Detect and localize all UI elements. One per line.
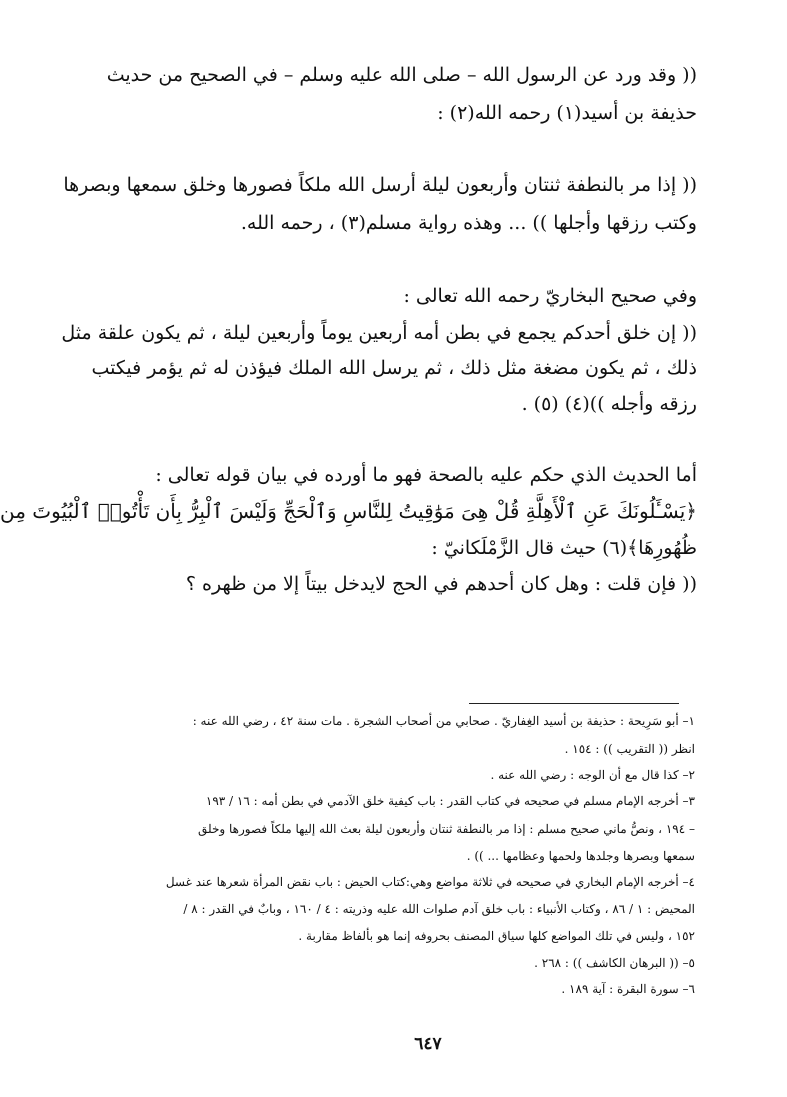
body-line: ذلك ، ثم يكون مضغة مثل ذلك ، ثم يرسل الله الملك فيؤذن له ثم يؤمر فيكتب (91, 357, 697, 379)
footnote-line: ٢– كذا قال مع أن الوجه : رضي الله عنه . (490, 768, 695, 782)
body-line: رزقه وأجله ))(٤) (٥) . (521, 393, 697, 415)
footnote-line: ١٥٢ ، وليس في تلك المواضع كلها سياق المصنف بحروفه إنما هو بألفاظ مقاربة . (298, 929, 695, 943)
footnote-line: سمعها وبصرها وجلدها ولحمها وعظامها ... )) . (466, 849, 695, 863)
body-line: حذيفة بن أسيد(١) رحمه الله(٢) : (437, 102, 697, 124)
body-line: (( فإن قلت : وهل كان أحدهم في الحج لايدخل بيتاً إلا من ظهره ؟ (185, 573, 697, 595)
page-number: ٦٤٧ (414, 1034, 442, 1054)
quran-verse-line: ظُهُورِهَا﴾(٦) حيث قال الزَّمْلَكانيّ : (431, 537, 697, 559)
body-line: وكتب رزقها وأجلها )) ... وهذه رواية مسلم(٣) ، رحمه الله. (240, 212, 697, 234)
footnote-line: ٥– (( البرهان الكاشف )) : ٢٦٨ . (534, 956, 695, 970)
footnote-line: ٤– أخرجه الإمام البخاري في صحيحه في ثلاثة مواضع وهي:كتاب الحيض : باب نقض المرأة شعرها عند غسل (165, 875, 695, 889)
body-line: أما الحديث الذي حكم عليه بالصحة فهو ما أورده في بيان قوله تعالى : (155, 464, 697, 486)
footnote-line: المحيض : ١ / ٨٦ ، وكتاب الأنبياء : باب خلق آدم صلوات الله عليه وذريته : ٤ / ١٦٠ ، وبابٌ في القدر : ٨ / (183, 902, 695, 916)
footnote-line: انظر (( التقريب )) : ١٥٤ . (564, 742, 695, 756)
body-line: وفي صحيح البخاريّ رحمه الله تعالى : (403, 285, 697, 307)
body-line: (( إن خلق أحدكم يجمع في بطن أمه أربعين يوماً وأربعين ليلة ، ثم يكون علقة مثل (61, 322, 697, 344)
footnote-line: – ١٩٤ ، ونصُّ ماني صحيح مسلم : إذا مر بالنطفة ثنتان وأربعون ليلة بعث الله إليها ملكاً فصورها وخلق (198, 822, 695, 836)
footnote-line: ٦– سورة البقرة : آية ١٨٩ . (561, 982, 695, 996)
quran-verse-line: ﴿يَسْـَٔلُونَكَ عَنِ ٱلْأَهِلَّةِ قُلْ هِىَ مَوَٰقِيتُ لِلنَّاسِ وَٱلْحَجِّ وَلَيْسَ ٱلْبِرُّ بِأَن تَأْتُوا۟ ٱلْبُيُوتَ مِن (0, 499, 697, 523)
body-line: (( وقد ورد عن الرسول الله – صلى الله عليه وسلم – في الصحيح من حديث (106, 64, 697, 86)
footnote-line: ١– أبو سَرِيحة : حذيفة بن أسيد الغِفاريّ . صحابي من أصحاب الشجرة . مات سنة ٤٢ ، رضي الله عنه : (192, 714, 695, 728)
footnote-line: ٣– أخرجه الإمام مسلم في صحيحه في كتاب القدر : باب كيفية خلق الآدمي في بطن أمه : ١٦ / ١٩٣ (205, 794, 695, 808)
footnote-separator (469, 703, 679, 704)
body-line: (( إذا مر بالنطفة ثنتان وأربعون ليلة أرسل الله ملكاً فصورها وخلق سمعها وبصرها (63, 174, 697, 196)
